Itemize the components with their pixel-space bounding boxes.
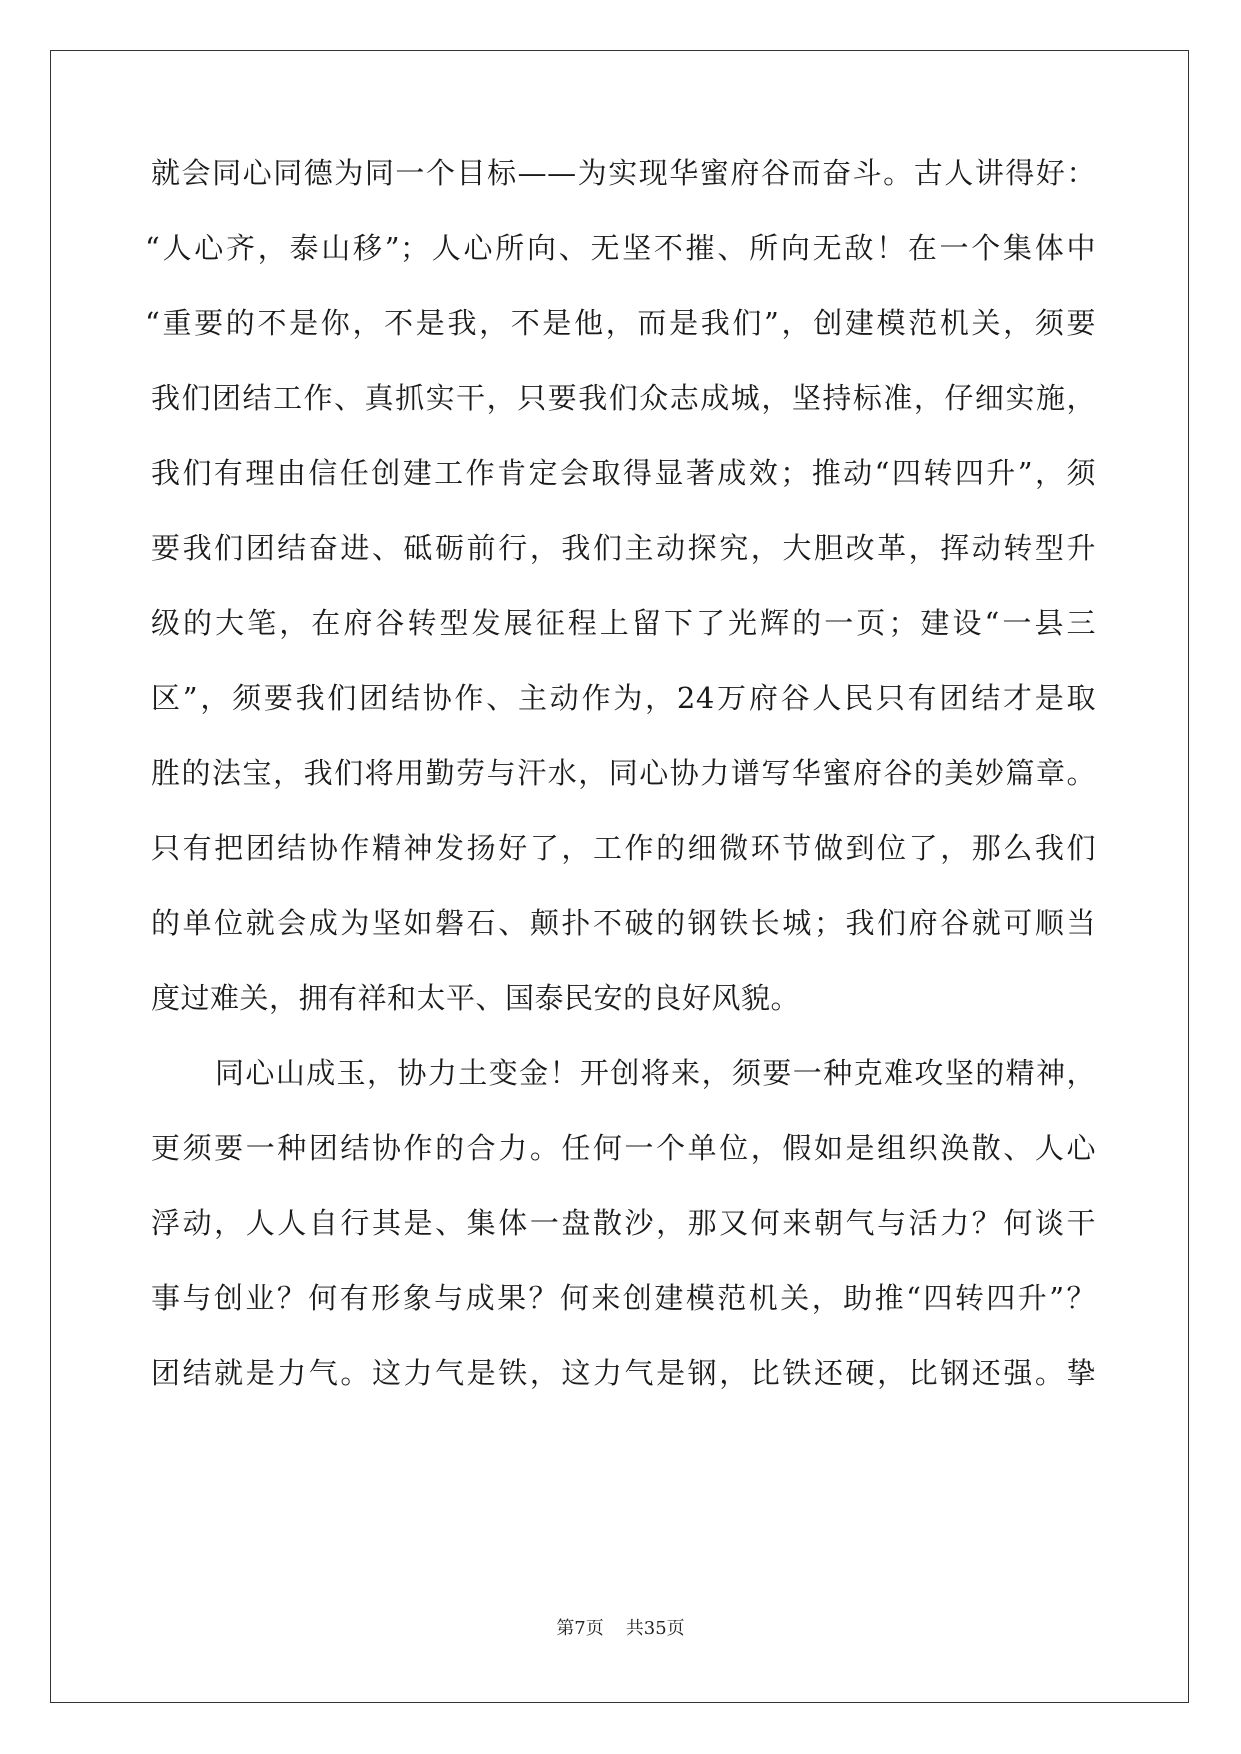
paragraph-end-line: 度过难关，拥有祥和太平、国泰民安的良好风貌。 bbox=[151, 981, 801, 1015]
document-body bbox=[145, 146, 1096, 1421]
text-line: “人心齐，泰山移”；人心所向、无坚不摧、所向无敌！在一个集体中 bbox=[145, 231, 1096, 265]
text-line: 就会同心同德为同一个目标——为实现华蜜府谷而奋斗。古人讲得好： bbox=[151, 156, 1096, 190]
text-line: 事与创业？何有形象与成果？何来创建模范机关，助推“四转四升”？ bbox=[151, 1281, 1096, 1315]
text-line: “重要的不是你，不是我，不是他，而是我们”，创建模范机关，须要 bbox=[145, 306, 1096, 340]
text-line: 级的大笔，在府谷转型发展征程上留下了光辉的一页；建设“一县三 bbox=[151, 606, 1096, 640]
text-line: 浮动，人人自行其是、集体一盘散沙，那又何来朝气与活力？何谈干 bbox=[151, 1206, 1096, 1240]
text-line: 团结就是力气。这力气是铁，这力气是钢，比铁还硬，比钢还强。挚 bbox=[151, 1356, 1096, 1390]
paragraph-start-line: 同心山成玉，协力土变金！开创将来，须要一种克难攻坚的精神， bbox=[215, 1056, 1096, 1090]
text-line: 只有把团结协作精神发扬好了，工作的细微环节做到位了，那么我们 bbox=[151, 831, 1096, 865]
text-line: 我们有理由信任创建工作肯定会取得显著成效；推动“四转四升”，须 bbox=[151, 456, 1096, 490]
page-footer bbox=[0, 1617, 1241, 1641]
text-line: 更须要一种团结协作的合力。任何一个单位，假如是组织涣散、人心 bbox=[151, 1131, 1096, 1165]
text-line: 胜的法宝，我们将用勤劳与汗水，同心协力谱写华蜜府谷的美妙篇章。 bbox=[151, 756, 1096, 790]
page-total: 共35页 bbox=[625, 1618, 685, 1639]
text-line: 区”，须要我们团结协作、主动作为，24万府谷人民只有团结才是取 bbox=[151, 681, 1096, 715]
text-line: 我们团结工作、真抓实干，只要我们众志成城，坚持标准，仔细实施， bbox=[151, 381, 1096, 415]
text-line: 的单位就会成为坚如磐石、颠扑不破的钢铁长城；我们府谷就可顺当 bbox=[151, 906, 1096, 940]
text-line: 要我们团结奋进、砥砺前行，我们主动探究，大胆改革，挥动转型升 bbox=[151, 531, 1096, 565]
page-number: 第7页 bbox=[556, 1618, 604, 1639]
